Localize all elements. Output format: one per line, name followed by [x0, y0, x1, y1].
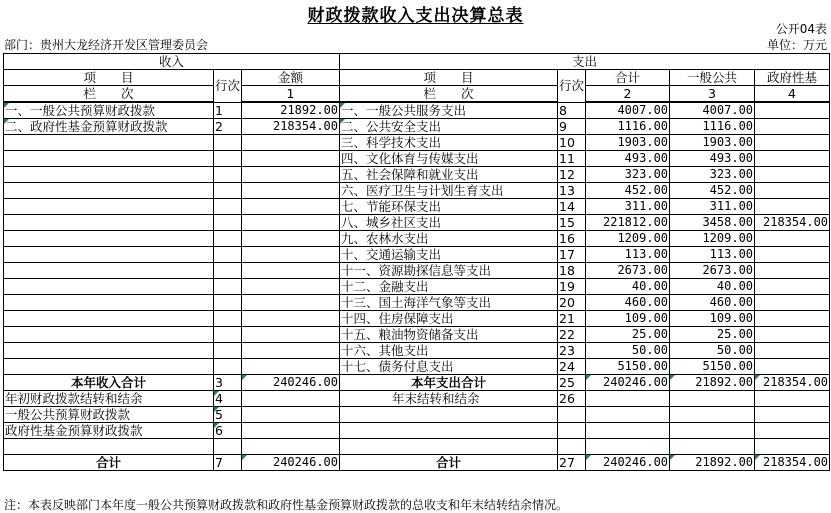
general-public-amount: 2673.00	[670, 263, 755, 279]
income-row-number	[214, 327, 242, 343]
expense-row-number: 24	[558, 359, 586, 375]
table-row	[4, 119, 830, 135]
expense-total: 493.00	[586, 151, 670, 167]
income-item-label	[4, 343, 214, 359]
income-item-label	[4, 199, 214, 215]
income-row-number	[214, 279, 242, 295]
expense-total: 109.00	[586, 311, 670, 327]
income-row-number: 6	[214, 423, 242, 439]
income-column-header: 栏 次	[4, 86, 214, 103]
expense-total-label: 合计	[340, 455, 558, 471]
income-row-number	[214, 167, 242, 183]
expense-row-number: 20	[558, 295, 586, 311]
header-row-2	[4, 70, 830, 86]
expense-item-label: 八、城乡社区支出	[340, 215, 558, 231]
income-item-label: 一般公共预算财政拨款	[4, 407, 214, 423]
income-item-label	[4, 215, 214, 231]
unit-label: 单位：万元	[766, 38, 827, 52]
general-public-amount: 21892.00	[670, 375, 755, 391]
expense-row-number	[558, 423, 586, 439]
expense-row-number: 17	[558, 247, 586, 263]
expense-item-label: 三、科学技术支出	[340, 135, 558, 151]
gov-fund-amount	[755, 295, 830, 311]
expense-item-label	[340, 423, 558, 439]
col-2-label: 2	[586, 86, 670, 103]
table-row	[4, 327, 830, 343]
income-amount	[242, 359, 340, 375]
expense-row-number: 23	[558, 343, 586, 359]
expense-total	[586, 407, 670, 423]
expense-item-label	[340, 407, 558, 423]
gov-fund-amount	[755, 119, 830, 135]
expense-total	[586, 391, 670, 407]
expense-item-label: 五、社会保障和就业支出	[340, 167, 558, 183]
expense-total: 1209.00	[586, 231, 670, 247]
income-item-label	[4, 295, 214, 311]
expense-item-label: 二、公共安全支出	[340, 119, 558, 135]
income-item-label	[4, 135, 214, 151]
gov-fund-amount	[755, 423, 830, 439]
income-row-number	[214, 263, 242, 279]
blank-cell	[670, 439, 755, 455]
income-row-number	[214, 359, 242, 375]
expense-row-number: 16	[558, 231, 586, 247]
gov-fund-amount: 218354.00	[755, 455, 830, 471]
income-amount	[242, 183, 340, 199]
expense-item-label: 十三、国土海洋气象等支出	[340, 295, 558, 311]
gov-fund-amount	[755, 135, 830, 151]
expense-total: 311.00	[586, 199, 670, 215]
income-amount	[242, 407, 340, 423]
gov-fund-amount	[755, 183, 830, 199]
income-item-label	[4, 231, 214, 247]
expense-row-number: 27	[558, 455, 586, 471]
general-public-amount: 50.00	[670, 343, 755, 359]
expense-item-label: 六、医疗卫生与计划生育支出	[340, 183, 558, 199]
income-item-label	[4, 279, 214, 295]
income-row-number: 7	[214, 455, 242, 471]
general-public-amount: 452.00	[670, 183, 755, 199]
income-item-label: 二、政府性基金预算财政拨款	[4, 119, 214, 135]
expense-item-header: 项 目	[340, 70, 558, 86]
income-amount	[242, 295, 340, 311]
expense-item-label: 十、交通运输支出	[340, 247, 558, 263]
department-label: 部门：贵州大龙经济开发区管理委员会	[4, 38, 209, 52]
gov-fund-amount	[755, 327, 830, 343]
expense-row-number: 11	[558, 151, 586, 167]
income-total-amount: 240246.00	[242, 375, 340, 391]
expense-row-number: 22	[558, 327, 586, 343]
expense-row-number: 10	[558, 135, 586, 151]
expense-seq-header: 行次	[558, 70, 586, 103]
expense-row-number: 9	[558, 119, 586, 135]
col-4-label: 4	[755, 86, 830, 103]
blank-cell	[214, 439, 242, 455]
blank-cell	[755, 439, 830, 455]
income-item-label	[4, 247, 214, 263]
expense-row-number: 15	[558, 215, 586, 231]
gov-fund-amount	[755, 279, 830, 295]
income-row-number	[214, 183, 242, 199]
blank-cell	[558, 439, 586, 455]
income-amount	[242, 263, 340, 279]
table-row	[4, 199, 830, 215]
gov-fund-amount	[755, 231, 830, 247]
expense-item-label: 十四、住房保障支出	[340, 311, 558, 327]
income-row-number: 4	[214, 391, 242, 407]
income-row-number	[214, 215, 242, 231]
expense-row-number: 14	[558, 199, 586, 215]
table-body	[4, 54, 830, 471]
income-amount	[242, 199, 340, 215]
income-header: 收入	[4, 54, 340, 70]
general-public-amount: 109.00	[670, 311, 755, 327]
expense-total: 460.00	[586, 295, 670, 311]
income-total-amount: 240246.00	[242, 455, 340, 471]
expense-item-label: 十五、粮油物资储备支出	[340, 327, 558, 343]
general-public-amount: 5150.00	[670, 359, 755, 375]
income-row-number	[214, 231, 242, 247]
table-row	[4, 343, 830, 359]
expense-item-label: 十二、金融支出	[340, 279, 558, 295]
table-row	[4, 102, 830, 119]
income-item-label: 年初财政拨款结转和结余	[4, 391, 214, 407]
expense-total: 1116.00	[586, 119, 670, 135]
income-item-header: 项 目	[4, 70, 214, 86]
table-row	[4, 215, 830, 231]
expense-item-label: 一、一般公共服务支出	[340, 102, 558, 119]
expense-row-number: 26	[558, 391, 586, 407]
expense-total: 40.00	[586, 279, 670, 295]
income-row-number	[214, 295, 242, 311]
income-item-label	[4, 151, 214, 167]
income-item-label	[4, 263, 214, 279]
expense-item-label: 十一、资源勘探信息等支出	[340, 263, 558, 279]
page-title: 财政拨款收入支出决算总表	[307, 6, 524, 26]
income-amount	[242, 327, 340, 343]
footnote: 注：本表反映部门本年度一般公共预算财政拨款和政府性基金预算财政拨款的总收支和年末结转结余情况。	[4, 498, 569, 512]
expense-total: 5150.00	[586, 359, 670, 375]
expense-row-number: 18	[558, 263, 586, 279]
income-row-number	[214, 311, 242, 327]
carryover-row	[4, 407, 830, 423]
expense-item-label: 年末结转和结余	[340, 391, 558, 407]
expense-row-number: 13	[558, 183, 586, 199]
expense-item-label: 十七、债务付息支出	[340, 359, 558, 375]
gov-fund-amount	[755, 391, 830, 407]
expense-row-number: 8	[558, 102, 586, 119]
expense-row-number: 12	[558, 167, 586, 183]
blank-cell	[4, 439, 214, 455]
general-public-amount: 493.00	[670, 151, 755, 167]
expense-total: 4007.00	[586, 102, 670, 119]
table-row	[4, 279, 830, 295]
general-public-amount: 40.00	[670, 279, 755, 295]
income-amount	[242, 135, 340, 151]
expense-total: 452.00	[586, 183, 670, 199]
general-public-header: 一般公共	[670, 70, 755, 86]
expense-total: 25.00	[586, 327, 670, 343]
income-amount	[242, 231, 340, 247]
gov-fund-amount: 218354.00	[755, 375, 830, 391]
expense-row-number	[558, 407, 586, 423]
general-public-amount: 311.00	[670, 199, 755, 215]
income-row-number	[214, 151, 242, 167]
total-header: 合计	[586, 70, 670, 86]
gov-fund-amount	[755, 151, 830, 167]
income-row-number: 1	[214, 102, 242, 119]
expense-item-label: 四、文化体育与传媒支出	[340, 151, 558, 167]
income-item-label	[4, 311, 214, 327]
gov-fund-header: 政府性基	[755, 70, 830, 86]
income-amount	[242, 151, 340, 167]
general-public-amount	[670, 423, 755, 439]
gov-fund-amount	[755, 359, 830, 375]
table-row	[4, 263, 830, 279]
general-public-amount: 113.00	[670, 247, 755, 263]
income-item-label	[4, 167, 214, 183]
expense-total: 240246.00	[586, 375, 670, 391]
grand-total-row	[4, 455, 830, 471]
general-public-amount: 460.00	[670, 295, 755, 311]
income-row-number: 3	[214, 375, 242, 391]
header-row-3	[4, 86, 830, 103]
expense-total: 1903.00	[586, 135, 670, 151]
gov-fund-amount	[755, 407, 830, 423]
gov-fund-amount	[755, 263, 830, 279]
gov-fund-amount: 218354.00	[755, 215, 830, 231]
income-item-label: 一、一般公共预算财政拨款	[4, 102, 214, 119]
table-row	[4, 311, 830, 327]
general-public-amount	[670, 391, 755, 407]
expense-total	[586, 423, 670, 439]
table-row	[4, 231, 830, 247]
expense-total: 2673.00	[586, 263, 670, 279]
expense-total: 323.00	[586, 167, 670, 183]
carryover-row	[4, 423, 830, 439]
general-public-amount: 1116.00	[670, 119, 755, 135]
table-row	[4, 151, 830, 167]
table-row	[4, 359, 830, 375]
income-item-label: 政府性基金预算财政拨款	[4, 423, 214, 439]
gov-fund-amount	[755, 167, 830, 183]
general-public-amount: 1903.00	[670, 135, 755, 151]
table-row	[4, 247, 830, 263]
income-amount	[242, 215, 340, 231]
carryover-row	[4, 391, 830, 407]
gov-fund-amount	[755, 311, 830, 327]
budget-table	[3, 53, 830, 471]
general-public-amount: 25.00	[670, 327, 755, 343]
income-amount	[242, 247, 340, 263]
form-code: 公开04表	[775, 22, 827, 36]
income-amount	[242, 423, 340, 439]
general-public-amount	[670, 407, 755, 423]
expense-column-header: 栏 次	[340, 86, 558, 103]
income-seq-header: 行次	[214, 70, 242, 103]
income-total-label: 本年收入合计	[4, 375, 214, 391]
income-row-number	[214, 199, 242, 215]
expense-item-label: 七、节能环保支出	[340, 199, 558, 215]
income-row-number	[214, 343, 242, 359]
expense-row-number: 25	[558, 375, 586, 391]
expense-header: 支出	[340, 54, 830, 70]
expense-item-label: 十六、其他支出	[340, 343, 558, 359]
income-item-label	[4, 359, 214, 375]
expense-row-number: 19	[558, 279, 586, 295]
expense-total: 221812.00	[586, 215, 670, 231]
income-item-label	[4, 327, 214, 343]
expense-row-number: 21	[558, 311, 586, 327]
gov-fund-amount	[755, 199, 830, 215]
income-item-label	[4, 183, 214, 199]
col-1-label: 1	[242, 86, 340, 103]
income-amount	[242, 343, 340, 359]
table-row	[4, 135, 830, 151]
income-amount: 218354.00	[242, 119, 340, 135]
gov-fund-amount	[755, 247, 830, 263]
income-row-number: 2	[214, 119, 242, 135]
blank-row	[4, 439, 830, 455]
income-amount	[242, 167, 340, 183]
amount-header: 金额	[242, 70, 340, 86]
income-amount	[242, 311, 340, 327]
col-3-label: 3	[670, 86, 755, 103]
expense-total: 50.00	[586, 343, 670, 359]
income-amount	[242, 279, 340, 295]
income-row-number: 5	[214, 407, 242, 423]
table-row	[4, 167, 830, 183]
general-public-amount: 21892.00	[670, 455, 755, 471]
blank-cell	[586, 439, 670, 455]
income-row-number	[214, 247, 242, 263]
expense-total: 113.00	[586, 247, 670, 263]
general-public-amount: 4007.00	[670, 102, 755, 119]
income-row-number	[214, 135, 242, 151]
year-total-row	[4, 375, 830, 391]
general-public-amount: 1209.00	[670, 231, 755, 247]
general-public-amount: 3458.00	[670, 215, 755, 231]
table-row	[4, 295, 830, 311]
blank-cell	[242, 439, 340, 455]
expense-total-label: 本年支出合计	[340, 375, 558, 391]
expense-total: 240246.00	[586, 455, 670, 471]
gov-fund-amount	[755, 102, 830, 119]
income-total-label: 合计	[4, 455, 214, 471]
gov-fund-amount	[755, 343, 830, 359]
income-amount: 21892.00	[242, 102, 340, 119]
general-public-amount: 323.00	[670, 167, 755, 183]
header-row-1	[4, 54, 830, 70]
table-row	[4, 183, 830, 199]
blank-cell	[340, 439, 558, 455]
expense-item-label: 九、农林水支出	[340, 231, 558, 247]
income-amount	[242, 391, 340, 407]
